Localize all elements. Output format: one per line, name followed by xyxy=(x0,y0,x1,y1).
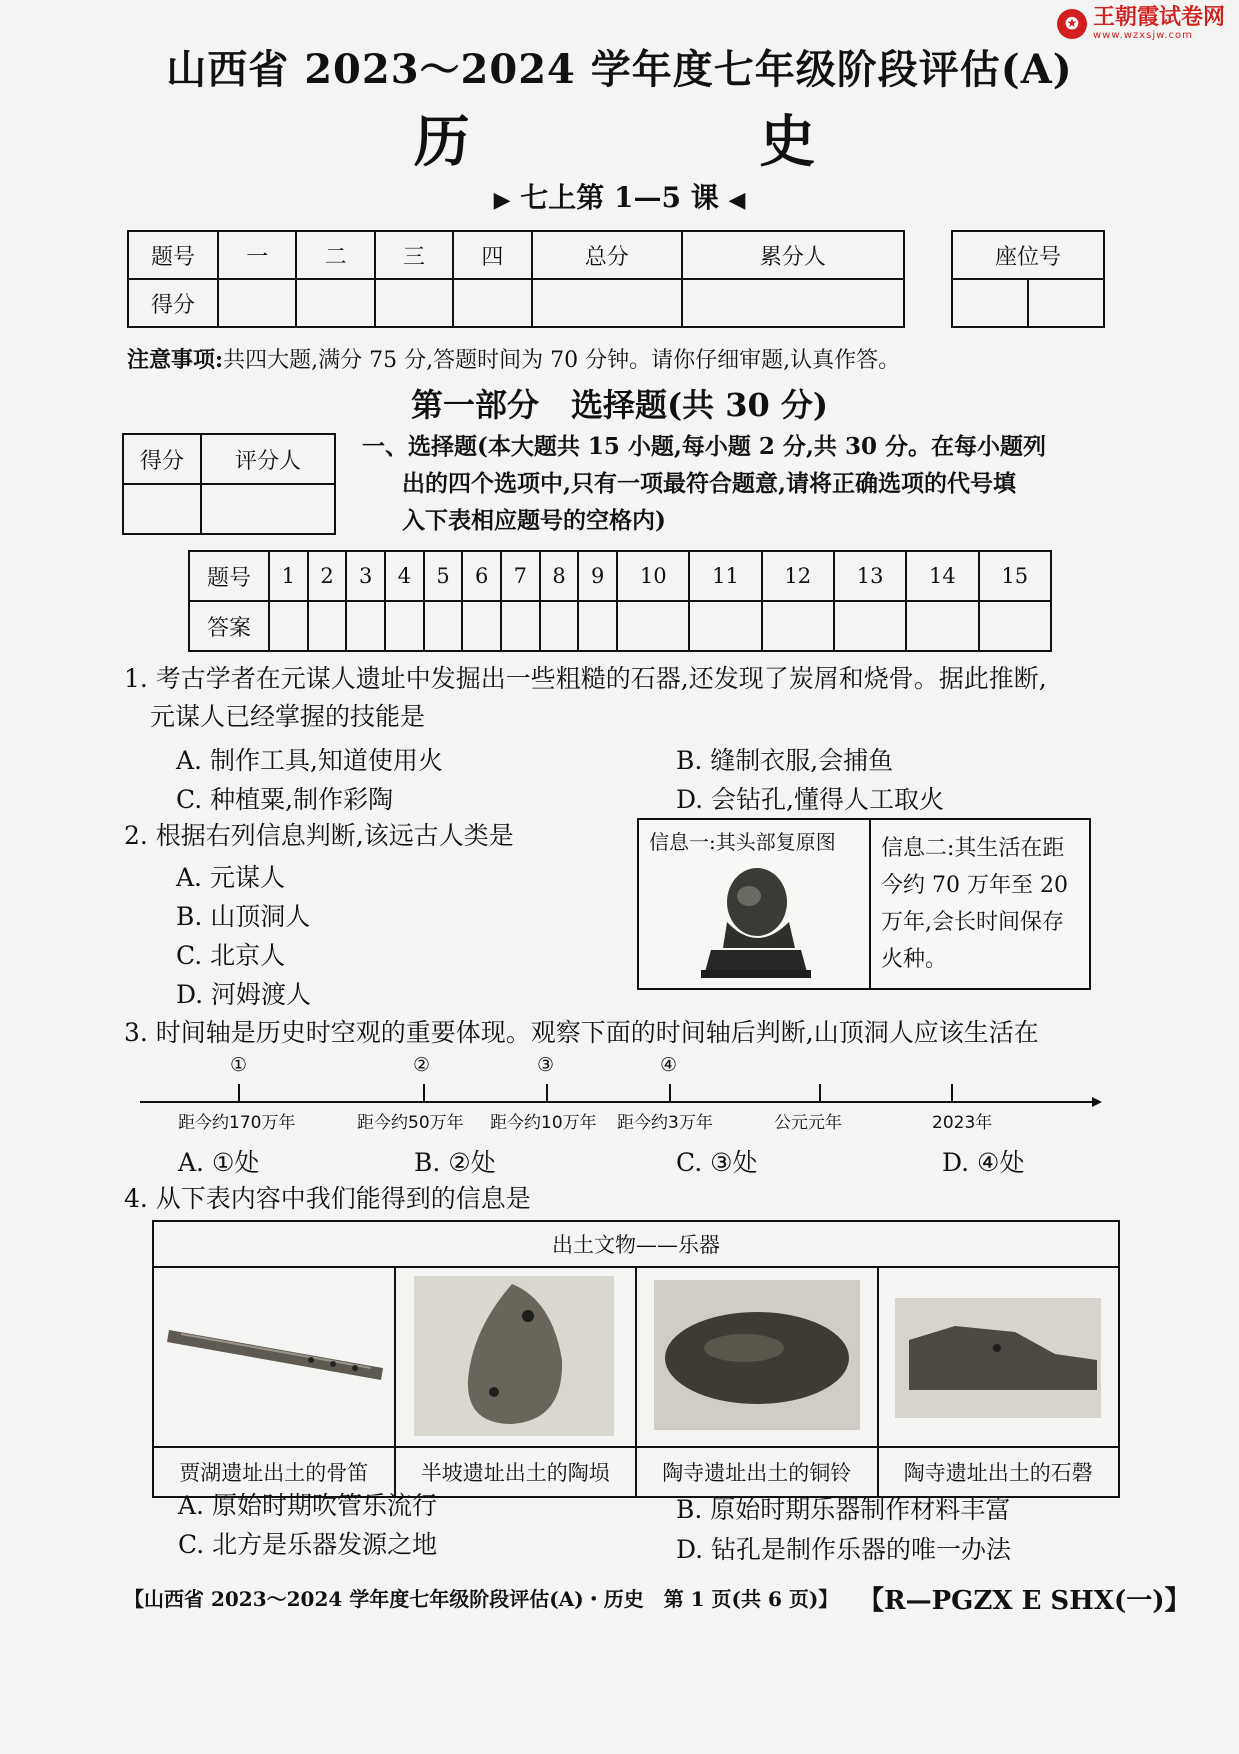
score-row-label: 得分 xyxy=(128,279,218,327)
notice xyxy=(127,343,900,374)
grader-table xyxy=(122,433,336,535)
triangle-left-icon: ◀ xyxy=(728,187,746,213)
pottery-xun-cell xyxy=(395,1267,637,1447)
answer-cell[interactable] xyxy=(979,601,1051,651)
timeline-marker-1: ① xyxy=(230,1054,248,1076)
q3-option-c[interactable]: C. ③处 xyxy=(676,1148,758,1177)
bone-flute-cell xyxy=(153,1267,395,1447)
info-two-line: 火种。 xyxy=(881,947,948,972)
q2-option-c[interactable]: C. 北京人 xyxy=(176,941,286,970)
answer-cell[interactable] xyxy=(906,601,978,651)
timeline-label: 距今约170万年 xyxy=(178,1113,296,1133)
triangle-right-icon: ▶ xyxy=(493,187,511,213)
q1-stem: 元谋人已经掌握的技能是 xyxy=(150,702,426,731)
q4-stem: 4. 从下表内容中我们能得到的信息是 xyxy=(124,1184,531,1213)
q1-option-b[interactable]: B. 缝制衣服,会捕鱼 xyxy=(676,746,894,775)
answer-cell[interactable] xyxy=(308,601,347,651)
answer-number: 2 xyxy=(308,551,347,601)
answer-number: 11 xyxy=(689,551,761,601)
timeline-label: 公元元年 xyxy=(774,1113,842,1133)
answer-number: 10 xyxy=(617,551,689,601)
answer-number: 6 xyxy=(462,551,501,601)
instruction-line: 入下表相应题号的空格内) xyxy=(402,507,666,534)
score-head-cell: 三 xyxy=(375,231,453,279)
q1-stem: 1. 考古学者在元谋人遗址中发掘出一些粗糙的石器,还发现了炭屑和烧骨。据此推断, xyxy=(124,664,1047,693)
relic-table xyxy=(152,1220,1120,1498)
q3-option-b[interactable]: B. ②处 xyxy=(414,1148,496,1177)
scope-line xyxy=(0,176,1239,216)
bronze-bell-cell xyxy=(636,1267,878,1447)
logo-url: www.wzxsjw.com xyxy=(1092,30,1193,41)
site-logo xyxy=(1057,6,1225,41)
timeline-axis xyxy=(140,1078,1102,1108)
section-instruction xyxy=(362,428,1112,539)
answer-head: 题号 xyxy=(189,551,269,601)
score-cell[interactable] xyxy=(453,279,531,327)
timeline-label: 2023年 xyxy=(932,1113,993,1133)
answer-number: 8 xyxy=(540,551,579,601)
grader-score-cell[interactable] xyxy=(123,484,201,534)
seat-table xyxy=(951,230,1105,328)
q1-option-c[interactable]: C. 种植粟,制作彩陶 xyxy=(176,785,394,814)
relic-table-title: 出土文物——乐器 xyxy=(153,1221,1119,1267)
relic-caption: 半坡遗址出土的陶埙 xyxy=(395,1447,637,1497)
timeline-marker-3: ③ xyxy=(537,1054,555,1076)
answer-number: 1 xyxy=(269,551,308,601)
stone-chime-image xyxy=(885,1270,1111,1440)
part1-title: 第一部分 选择题(共 30 分) xyxy=(410,386,829,424)
score-head-cell: 累分人 xyxy=(682,231,904,279)
instruction-line: 一、选择题(本大题共 15 小题,每小题 2 分,共 30 分。在每小题列 xyxy=(362,433,1046,460)
answer-number: 14 xyxy=(906,551,978,601)
answer-cell[interactable] xyxy=(762,601,834,651)
timeline-label: 距今约3万年 xyxy=(617,1113,713,1133)
score-head-cell: 一 xyxy=(218,231,296,279)
q2-option-d[interactable]: D. 河姆渡人 xyxy=(176,980,312,1009)
answer-cell[interactable] xyxy=(424,601,463,651)
notice-text: 共四大题,满分 75 分,答题时间为 70 分钟。请你仔细审题,认真作答。 xyxy=(223,348,901,373)
q4-option-c[interactable]: C. 北方是乐器发源之地 xyxy=(178,1530,438,1559)
answer-cell[interactable] xyxy=(269,601,308,651)
answer-number: 5 xyxy=(424,551,463,601)
info-one-label: 信息一:其头部复原图 xyxy=(649,830,836,854)
answer-cell[interactable] xyxy=(617,601,689,651)
info-two-line: 万年,会长时间保存 xyxy=(881,910,1064,935)
answer-cell[interactable] xyxy=(689,601,761,651)
q2-stem: 2. 根据右列信息判断,该远古人类是 xyxy=(124,821,514,850)
relic-caption: 贾湖遗址出土的骨笛 xyxy=(153,1447,395,1497)
answer-number: 4 xyxy=(385,551,424,601)
grader-cell[interactable] xyxy=(201,484,335,534)
seat-cell[interactable] xyxy=(1028,279,1104,327)
q2-info-box xyxy=(637,818,1091,990)
grader-label: 评分人 xyxy=(201,434,335,484)
timeline-label: 距今约10万年 xyxy=(490,1113,597,1133)
timeline-marker-2: ② xyxy=(413,1054,431,1076)
instruction-line: 出的四个选项中,只有一项最符合题意,请将正确选项的代号填 xyxy=(402,470,1017,497)
logo-name: 王朝霞试卷网 xyxy=(1092,5,1225,30)
seat-cell[interactable] xyxy=(952,279,1028,327)
q3-stem: 3. 时间轴是历史时空观的重要体现。观察下面的时间轴后判断,山顶洞人应该生活在 xyxy=(124,1018,1039,1047)
score-head-cell: 总分 xyxy=(532,231,682,279)
stone-chime-cell xyxy=(878,1267,1120,1447)
q2-option-a[interactable]: A. 元谋人 xyxy=(176,863,285,892)
relic-caption: 陶寺遗址出土的石磬 xyxy=(878,1447,1120,1497)
score-cell[interactable] xyxy=(218,279,296,327)
seat-label: 座位号 xyxy=(952,231,1104,279)
answer-cell[interactable] xyxy=(578,601,617,651)
answer-cell[interactable] xyxy=(462,601,501,651)
info-two-line: 信息二:其生活在距 xyxy=(881,836,1065,861)
q4-option-a[interactable]: A. 原始时期吹管乐流行 xyxy=(178,1491,437,1520)
answer-number: 12 xyxy=(762,551,834,601)
info-two-panel xyxy=(871,820,1089,988)
score-cell[interactable] xyxy=(296,279,374,327)
timeline-label: 距今约50万年 xyxy=(357,1113,464,1133)
score-head-cell: 二 xyxy=(296,231,374,279)
answer-number: 9 xyxy=(578,551,617,601)
answer-cell[interactable] xyxy=(501,601,540,651)
q3-option-a[interactable]: A. ①处 xyxy=(178,1148,260,1177)
q1-option-d[interactable]: D. 会钻孔,懂得人工取火 xyxy=(676,785,944,814)
answer-number: 15 xyxy=(979,551,1051,601)
q4-option-b[interactable]: B. 原始时期乐器制作材料丰富 xyxy=(676,1495,1011,1524)
paper-code: 【R—PGZX E SHX(一)】 xyxy=(858,1586,1191,1616)
answer-cell[interactable] xyxy=(540,601,579,651)
seal-icon: ✪ xyxy=(1057,9,1087,39)
answer-label: 答案 xyxy=(189,601,269,651)
exam-title: 山西省 2023～2024 学年度七年级阶段评估(A) xyxy=(166,46,1073,93)
bone-flute-image xyxy=(161,1270,387,1440)
q1-option-a[interactable]: A. 制作工具,知道使用火 xyxy=(176,746,443,775)
scope-text: 七上第 1—5 课 xyxy=(520,181,719,214)
pottery-xun-image xyxy=(402,1270,628,1440)
answer-number: 3 xyxy=(346,551,385,601)
notice-label: 注意事项: xyxy=(127,347,224,373)
answer-cell[interactable] xyxy=(834,601,906,651)
skull-bust-image xyxy=(639,862,865,982)
page-footer: 【山西省 2023～2024 学年度七年级阶段评估(A)・历史 第 1 页(共 6 页)】 xyxy=(124,1587,839,1611)
q4-option-d[interactable]: D. 钻孔是制作乐器的唯一办法 xyxy=(676,1535,1012,1564)
score-table xyxy=(127,230,905,328)
subject-title: 历 史 xyxy=(413,109,906,175)
answer-table xyxy=(188,550,1052,652)
answer-cell[interactable] xyxy=(385,601,424,651)
bronze-bell-image xyxy=(644,1270,870,1440)
answer-number: 13 xyxy=(834,551,906,601)
score-cell[interactable] xyxy=(682,279,904,327)
score-head-cell: 四 xyxy=(453,231,531,279)
q3-option-d[interactable]: D. ④处 xyxy=(942,1148,1025,1177)
relic-caption: 陶寺遗址出土的铜铃 xyxy=(636,1447,878,1497)
q2-option-b[interactable]: B. 山顶洞人 xyxy=(176,902,311,931)
answer-cell[interactable] xyxy=(346,601,385,651)
timeline-marker-4: ④ xyxy=(660,1054,678,1076)
score-cell[interactable] xyxy=(532,279,682,327)
score-cell[interactable] xyxy=(375,279,453,327)
info-one-panel xyxy=(639,820,871,988)
score-head-cell: 题号 xyxy=(128,231,218,279)
answer-number: 7 xyxy=(501,551,540,601)
grader-score-label: 得分 xyxy=(123,434,201,484)
info-two-line: 今约 70 万年至 20 xyxy=(881,873,1068,898)
